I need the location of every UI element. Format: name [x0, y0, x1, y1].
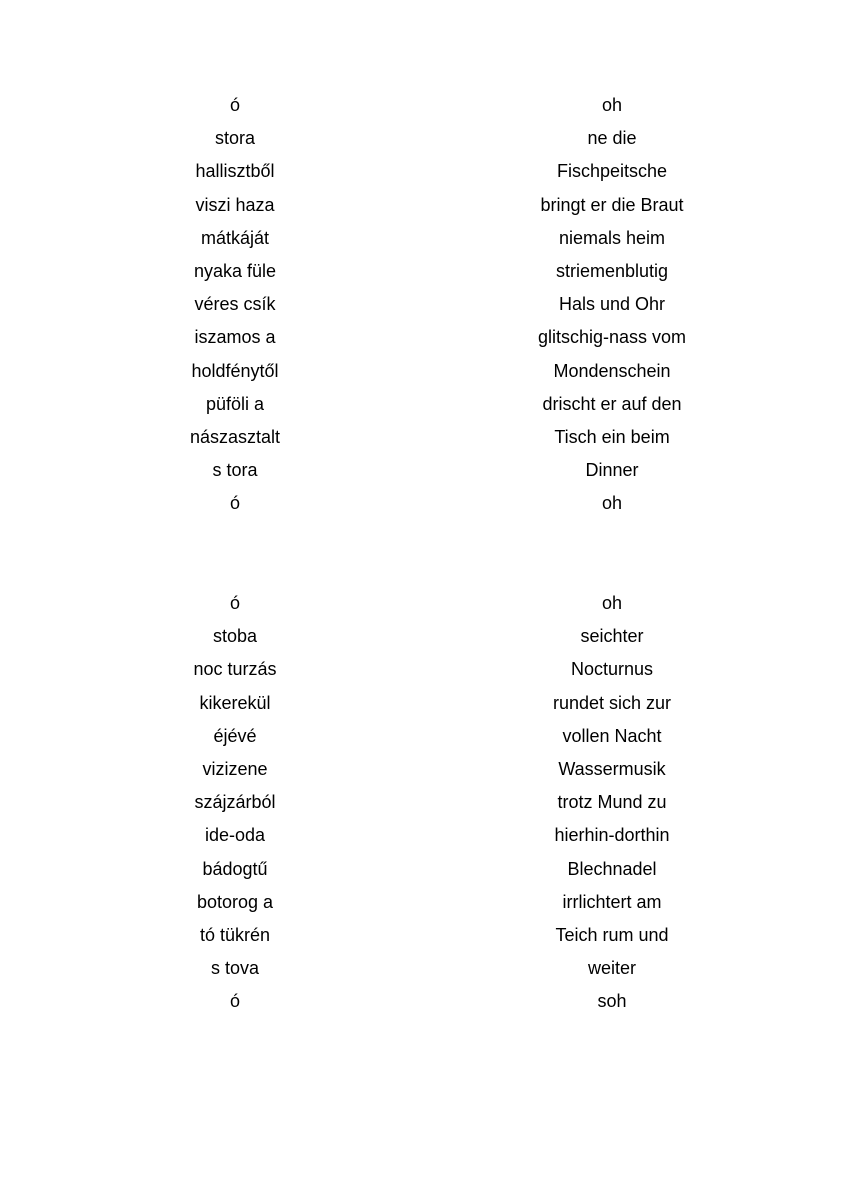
poem-line: drischt er auf den: [542, 393, 682, 414]
poem-line: Hals und Ohr: [558, 294, 666, 315]
poem-line: rundet sich zur: [552, 692, 672, 713]
hungarian-column: [55, 92, 415, 523]
poem-line: s tora: [212, 460, 258, 481]
poem-line: oh: [601, 95, 623, 115]
poem-line: ide-oda: [204, 825, 266, 846]
poem-line: ó: [229, 95, 240, 115]
poem-line: stora: [214, 128, 256, 149]
poem-line: nyaka füle: [193, 260, 277, 281]
poem-line: viszi haza: [195, 194, 275, 215]
poem-line: ó: [229, 593, 240, 613]
poem-line: hierhin-dorthin: [554, 825, 670, 846]
poem-line: vollen Nacht: [562, 725, 662, 746]
poem-line: bádogtű: [202, 858, 268, 879]
poem-line: Mondenschein: [553, 360, 671, 381]
poem-line: soh: [597, 991, 627, 1012]
poem-line: botorog a: [196, 891, 274, 912]
poem-line: éjévé: [213, 725, 257, 746]
poem-line: Wassermusik: [558, 758, 666, 779]
poem-line: seichter: [580, 626, 644, 647]
poem-line: szájzárból: [194, 792, 276, 813]
poem-line: hallisztből: [195, 161, 275, 182]
poem-line: striemenblutig: [555, 260, 669, 281]
poem-line: Nocturnus: [570, 659, 654, 680]
poem-line: holdfénytől: [191, 360, 279, 381]
poem-line: ó: [229, 991, 240, 1012]
hungarian-column: [55, 590, 415, 1021]
poem-line: trotz Mund zu: [557, 792, 667, 813]
poem-line: ó: [229, 493, 240, 514]
poem-line: ne die: [587, 128, 637, 149]
poem-line: véres csík: [194, 294, 276, 315]
poem-line: nászasztalt: [189, 426, 281, 447]
poem-line: oh: [601, 593, 623, 613]
poem-line: s tova: [210, 958, 260, 979]
poem-line: irrlichtert am: [562, 891, 662, 912]
poem-line: Teich rum und: [555, 924, 669, 945]
poem-line: Tisch ein beim: [554, 426, 670, 447]
poem-line: mátkáját: [200, 227, 270, 248]
poem-line: kikerekül: [199, 692, 271, 713]
poem-line: Blechnadel: [567, 858, 657, 879]
poem-line: stoba: [212, 626, 258, 647]
german-column: [432, 92, 792, 523]
poem-line: bringt er die Braut: [540, 194, 684, 215]
german-column: [432, 590, 792, 1021]
poem-line: püföli a: [205, 393, 265, 414]
poem-line: glitschig-nass vom: [537, 327, 687, 348]
poem-line: Fischpeitsche: [556, 161, 668, 182]
poem-line: iszamos a: [194, 327, 276, 348]
poem-line: vizizene: [202, 758, 268, 779]
poem-line: tó tükrén: [199, 924, 271, 945]
poem-line: oh: [601, 493, 623, 514]
poem-line: niemals heim: [558, 227, 666, 248]
poem-line: Dinner: [585, 460, 639, 481]
poem-line: weiter: [587, 958, 636, 979]
poem-line: noc turzás: [193, 659, 277, 680]
